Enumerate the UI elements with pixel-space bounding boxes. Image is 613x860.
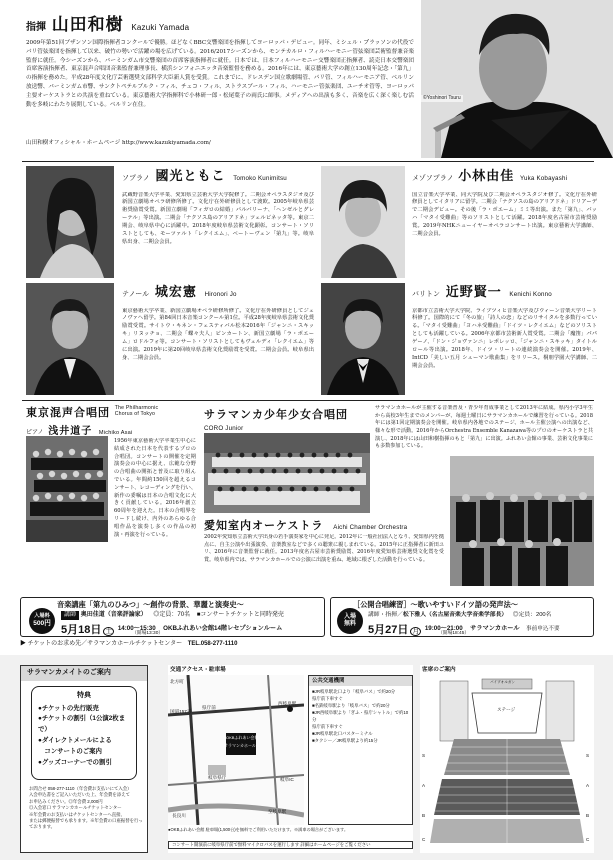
balcony-right (546, 681, 574, 741)
access-title: 交通アクセス・駐車場 (170, 667, 226, 673)
soloist-bio: 京都市立芸術大学大学院、ライプツィヒ音楽大学及びウィーン音楽大学リート科修了。国際的にて「冬の旅」「詩人の恋」などのリサイタルを多数行っている。「マタイ受難曲」「ヨハネ受難曲」「ドイツ・レクイエム」などのソリストとしても活躍している。2006年京都市芸術新人賞受賞。二期会「魔笛」パパゲーノ、「ドン・ジョヴァンニ」レポレッロ、「ジャンニ・スキッキ」タイトルロール等出演。2018年、ドイツ・リートの連続演奏会を開催。2019年、IntCD「美しい五月 シューマン歌曲集」をリリース。桐朋学園大学講師、二期会会員。 (412, 307, 597, 370)
membership-note-line: お申込みください。◎年会費 2,000円 (29, 798, 103, 804)
access-box (168, 665, 413, 853)
seating-box (420, 665, 594, 853)
soprano-block (122, 167, 314, 280)
pianist-roman: Michiko Asai (98, 429, 133, 436)
transit-item: 県庁前下車すぐ (312, 696, 343, 702)
conductor-official[interactable]: 山田和樹オフィシャル・ホームページ http://www.kazukiyamada.com/ (26, 140, 211, 146)
lecture-dow: 土 (105, 628, 113, 635)
rehearsal-speaker-label: 講師・指揮 (368, 612, 397, 618)
soloist-name: 小林由佳 (458, 169, 515, 184)
rehearsal-capacity: ◎定員：200名 (512, 612, 552, 618)
youth-heading (204, 407, 374, 433)
map-label: 西岐阜駅 (278, 701, 297, 706)
soloist-roman: Tomoko Kunimitsu (233, 175, 287, 182)
lecture-date: 5月18日 (61, 624, 102, 636)
orchestra-bio: 2002年愛知県立芸術大学出身の若手演奏家を中心に発足。2012年に一般社団法人となり、愛知県内を拠点に、自主公演や出張演奏、音楽教室などで多くの聴衆に親しまれている。2015年に正指揮者に新田ユリ、2016年に音楽監督に就任。2013年度名古屋市芸術奨励賞、2016年度愛知県芸術選奨文化賞を受賞。岐阜県内では、サラマンカホールでの公演に出演を重ね、地域に根ざした活動を行っている。 (204, 534, 444, 563)
choir-block (26, 405, 196, 439)
lecture-venue: OKBふれあい会館14階レセプションルーム (163, 625, 283, 632)
lecture-date-row (61, 622, 282, 639)
orchestra-roman: Aichi Chamber Orchestra (333, 524, 408, 531)
conductor-role: 指揮 (26, 22, 46, 33)
soloist-roman: Hironori Jo (204, 291, 237, 298)
transit-item: ■JR岐阜駅北口バスターミナル (312, 731, 373, 737)
tenor-heading (122, 283, 314, 303)
soloist-roman: Yuka Kobayashi (519, 175, 568, 182)
benefit-item: ●チケットの割引（1公演2枚まで） (38, 715, 126, 734)
lecture-speaker-row (61, 611, 284, 620)
map-label: サラマンカホール (224, 743, 256, 748)
map-label: 北方町 (170, 679, 184, 684)
transit-item: ■JR岐阜駅北口より「岐阜バス」で約20分 (312, 689, 396, 695)
map-label: 県庁前 (202, 705, 216, 710)
lecture-box (20, 597, 325, 637)
ticket-tel[interactable]: TEL.058-277-1110 (187, 641, 238, 647)
transit-box (308, 675, 413, 825)
transit-item: ■JR西岐阜駅より「ぎふ・県庁シャトル」で約10分 (312, 710, 409, 723)
choir-photo (26, 436, 108, 542)
membership-notes (29, 786, 143, 831)
soloist-role: ソプラノ (122, 174, 150, 182)
tenor-photo (26, 283, 114, 395)
lecture-ticket-note: ■コンサートチケットと同時発売 (196, 612, 284, 618)
soloist-role: バリトン (412, 290, 440, 298)
membership-note-line: お問合せ 058-277-1110（年会費お支払いにて入会） (29, 786, 132, 791)
baritone-block (412, 283, 597, 396)
transit-item: ■名鉄岐阜駅より「岐阜バス」で約20分 (312, 703, 390, 709)
mezzo-photo (321, 166, 405, 278)
choir-name: 東京混声合唱団 (26, 406, 110, 419)
transit-item: ■タクシー／JR岐阜駅より約15分 (312, 738, 378, 744)
seat-row-label: C (422, 837, 426, 842)
mezzo-heading (412, 167, 597, 187)
ticket-arrow-icon: ▶ (20, 641, 27, 647)
transit-list (309, 686, 412, 746)
organ-label: パイプオルガン (490, 680, 516, 684)
soloist-name: 城宏憲 (154, 285, 197, 300)
ticket-contact (20, 640, 237, 649)
soloist-bio: 武蔵野音楽大学卒業、愛知県立芸術大学大学院修了。二期会オペラスタジオ及び新国立劇場オペラ研修所修了。文化庁在外研修員として渡欧。2005年岐阜県芸術奨励賞受賞。新国立劇場「フィガロの結婚」バルバリーナ、「ヘンゼルとグレーテル」等出演。二期会「ナクソス島のアリアドネ」ツェルビネッタ等。東京二期会、岐阜県中心に活躍中。2018年度岐阜県芸術文化顕彰。コンサート・ソリストとしても、モーツァルト「レクイエム」、ベートーヴェン「第九」等。岐阜県出身、二期会会員。 (122, 191, 314, 246)
youth-roman: CORO Junior (204, 424, 244, 432)
badge-line2: 500円 (33, 620, 51, 628)
choir-bio: 1956年東京藝術大学卒業生中心に結成された日本を代表するプロの合唱団。コンサートの開催を定期演奏会の中心に据え、広範な分野の合唱曲の開拓と普及に取り組んでいる。年間約150回を超えるコンサート、レコーディングを行い、新作の委嘱は日本の合唱文化に大きく貢献している。2016年創立60周年を迎えた。日本の合唱界をリードし続け、内外のあらゆる合唱作品を演奏し多くの作品の初演・再演を行っている。 (114, 438, 196, 538)
lecture-time: 14:00〜15:30 (117, 625, 156, 632)
map-label: 長良川 (172, 813, 186, 818)
rehearsal-speaker: 松下雅人（名古屋音楽大学音楽学部長） (402, 612, 508, 618)
benefit-item: ●チケットの先行販売 (38, 704, 99, 712)
seat-row-label: B (422, 813, 426, 818)
lecture-speaker-label: 講師 (61, 611, 79, 620)
benefit-item: ●グッズコーナーでの割引 (38, 758, 112, 766)
benefits-label: 特典 (77, 692, 91, 699)
membership-note-line: ※年会費のお支払いはチケットセンターへ直接、 (29, 811, 125, 817)
divider (22, 161, 594, 162)
membership-note-line: または郵便振替でも承ります。※年会費の口座振替を行っております。 (29, 817, 143, 830)
parking-note: ●OKBふれあい会館 駐車場(1,500台)を無料でご利用いただけます。※満車の場合がございます。 (168, 827, 349, 832)
membership-box (20, 665, 148, 853)
shuttle-note: コンサート開演前に岐阜県庁前で無料マイクロバスを運行します 詳細はホームページをご覧ください (168, 841, 413, 849)
lecture-price-badge (29, 608, 55, 634)
stage-label: ステージ (497, 707, 516, 712)
rehearsal-box (330, 597, 594, 637)
youth-photo (204, 433, 370, 513)
benefits-frame (31, 686, 137, 780)
mezzo-block (412, 167, 597, 280)
membership-note-line: 入会申込書をご記入いただいた上、年会費を添えて (29, 792, 130, 798)
soloist-bio: 国立音楽大学卒業、同大学院及び二期会オペラスタジオ修了。文化庁在外研修員としてイタリアに留学。二期会「ナクソスの島のアリアドネ」ドリアーデで二期会デビュー。その後「ラ・ボエーム」ミミ等出演。また「第九」、バッハ「マタイ受難曲」等のソリストとして活躍。2018年度名古屋市芸術奨励賞。2019年NHKニューイヤーオペラコンサート出演。東京藝術大学講師、二期会会員。 (412, 191, 597, 238)
rehearsal-speaker-row: 講師・指揮／松下雅人（名古屋音楽大学音楽学部長） ◎定員：200名 (368, 612, 552, 618)
baritone-photo (321, 283, 405, 395)
rehearsal-title: ［公開合唱練習］〜歌いやすいドイツ語の発声法〜 (353, 600, 518, 609)
choir-roman: The Philharmonic Chorus of Tokyo (114, 405, 159, 418)
conductor-roman: Kazuki Yamada (131, 23, 190, 32)
rehearsal-time: 19:00〜21:00 (424, 625, 463, 632)
benefits-list (32, 702, 136, 771)
map-label: 岐阜IC (280, 777, 294, 782)
map-label: 岐阜県庁 (208, 775, 227, 780)
rehearsal-date: 5月27日 (368, 624, 409, 636)
conductor-photo (421, 0, 613, 158)
map-label: OKBふれあい会館 (226, 735, 259, 740)
conductor-heading (26, 13, 189, 39)
orchestra-name: 愛知室内オーケストラ (204, 519, 324, 532)
seating-chart (420, 675, 594, 851)
seat-row-label: S (422, 753, 426, 758)
soloist-roman: Kenichi Konno (509, 291, 552, 298)
map-label: 国道157号 (170, 709, 192, 714)
seat-row-label: S (586, 753, 590, 758)
soloist-role: テノール (122, 290, 150, 298)
map-label: 至岐阜駅 (268, 809, 287, 814)
badge-line1: 入場料 (34, 613, 50, 620)
benefit-item: コンサートのご案内 (38, 748, 102, 756)
soloist-name: 國光ともこ (155, 169, 226, 184)
rehearsal-dow: 月 (412, 628, 420, 635)
baritone-heading (412, 283, 597, 303)
rehearsal-note: 事前申込不要 (526, 626, 560, 632)
benefit-item: ●ダイレクトメールによる (38, 737, 112, 745)
orchestra-photo (450, 456, 594, 586)
divider (22, 400, 594, 401)
rehearsal-open: （開場18:45） (438, 631, 470, 636)
access-map (168, 675, 304, 825)
youth-name: サラマンカ少年少女合唱団 (204, 408, 348, 421)
seating-title: 客席のご案内 (422, 667, 456, 673)
rehearsal-free-badge (337, 608, 363, 634)
seat-row-label: A (422, 783, 426, 788)
badge-line1: 入場 (343, 614, 356, 621)
youth-bio: サラマンカホールが主催する音楽普及・青少年育成事業として2013年に結成。県内小学3年生から高校3年生までのメンバーが、毎週土曜日にサラマンカホールで練習を行っている。2018年には第1回定期演奏会を開催。岐阜県内各地でのステージ、ホール主催公演への出演など、様々な形で活動。2016年からOrchestra Ensemble Kanazawa等のプロのオーケストラと共演し、2018年には山田和樹指揮のもと「第九」に出演。ふれあい会館の事業、芸術文化事業にも多数参加している。 (375, 405, 593, 450)
transit-item: 県庁前下車すぐ (312, 724, 343, 730)
choir-heading (26, 405, 196, 422)
membership-note-line: ◎入会窓口 サラマンカホールチケットセンター (29, 805, 122, 811)
tenor-block (122, 283, 314, 396)
seat-row-label: A (586, 783, 590, 788)
lecture-speaker: 奥田佳道（音楽評論家） (80, 612, 147, 618)
seat-row-label: B (586, 813, 590, 818)
lecture-title: 音楽講座「第九のひみつ」〜創作の背景、華麗と演奏史〜 (57, 600, 244, 609)
conductor-bio: 2009年第51回ブザンソン国際指揮者コンクールで優勝。ほどなくBBC交響楽団を指揮してヨーロッパ・デビュー。同年、ミシェル・プラッソンの代役でパリ管弦楽団を指揮して以来、破竹の勢いで活躍の場を広げている。2016/2017シーズンから、モンテカルロ・フィルハーモニー管弦楽団芸術監督兼音楽監督に就任。今シーズンから、バーミンガム市交響楽団の首席客演指揮者に就任。日本では、日本フィルハーモニー交響楽団正指揮者、読売日本交響楽団首席客演指揮者、東京混声合唱団音楽監督兼理事長、横浜シンフォニエッタ音楽監督を務める。2016年には、東京藝術大学の創立130周年記念・「第九」の指揮を務めた。平成28年度文化庁芸術選奨文部科学大臣新人賞を受賞。これまでに、ドレスデン国立歌劇場管、パリ管、フィルハーモニア管、ベルリン放送響、バーミンガム市響、サンクトペテルブルク・フィル、チェコ・フィル、ストラスブール・フィル、ハーモニー管弦楽団、ユーチオ管等、ヨーロッパ主要オーケストラとの共演を重ねている。東京藝術大学指揮科で小林研一郎・松尾葉子の両氏に師事。メディアへの出演も多く、音楽を広く深く楽しむ活動を多岐にわたり展開している。ベルリン在住。 (26, 40, 414, 108)
rehearsal-date-row (368, 622, 560, 639)
conductor-name: 山田和樹 (51, 15, 124, 35)
lecture-open: （開場13:30） (132, 631, 164, 636)
soprano-heading (122, 167, 314, 187)
lecture-capacity: ◎定員：70名 (153, 612, 191, 618)
pianist-name: 浅井道子 (48, 425, 93, 437)
badge-line2: 無料 (343, 621, 356, 627)
soloist-name: 近野賢一 (445, 285, 502, 300)
map-building (208, 765, 226, 775)
ticket-label: チケットのお求め先／サラマンカホールチケットセンター (27, 641, 183, 647)
conductor-section (0, 0, 613, 158)
membership-title: サラマンカメイトのご案内 (21, 666, 147, 681)
soprano-photo (26, 166, 114, 278)
seat-row-label: C (586, 837, 590, 842)
pianist-role: ピアノ (26, 428, 44, 436)
photo-credit: ©Yoshinori Tsuru (423, 94, 461, 101)
soloist-bio: 東京藝術大学卒業、新国立劇場オペラ研修所修了。文化庁在外研修員としてジェノヴァへ留学。第84回日本音楽コンクール第1位。平成28年度岐阜県芸術文化奨励賞受賞。サイトウ・キネン・フェスティバル松本2016年「ジャンニ・スキッキ」リヌッチョ、二期会「蝶々夫人」ピンカートン、新国立劇場「ラ・ボエーム」ロドルフォ等。コンサート・ソリストとしてもヴェルディ「レクイエム」等に出演。2019年に第20回岐阜県芸術文化奨励賞を受賞。二期会会員。岐阜県出身、二期会会員。 (122, 307, 314, 362)
rehearsal-venue: サラマンカホール (470, 625, 520, 632)
soloist-role: メゾソプラノ (412, 174, 454, 182)
balcony-left (440, 681, 468, 741)
transit-title: 公共交通機関 (309, 676, 412, 686)
